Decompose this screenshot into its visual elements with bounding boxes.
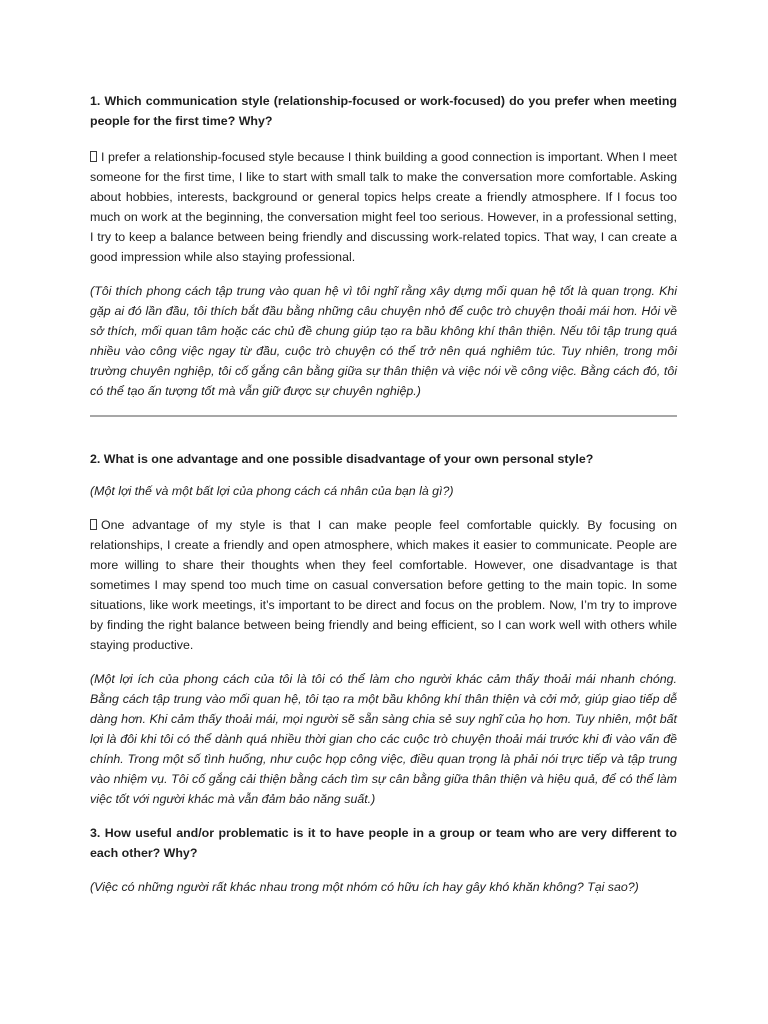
question-3: 3. How useful and/or problematic is it to have people in a group or team who are very different to each other? Why? bbox=[90, 826, 677, 860]
question-1: 1. Which communication style (relationship-focused or work-focused) do you prefer when meeting people for the first time? Why? bbox=[90, 94, 677, 128]
section-divider bbox=[90, 415, 677, 417]
answer-marker-icon bbox=[90, 151, 97, 162]
answer-2 bbox=[90, 515, 677, 655]
question-2: 2. What is one advantage and one possible disadvantage of your own personal style? bbox=[90, 452, 594, 466]
question-2-translation: (Một lợi thế và một bất lợi của phong cách cá nhân của bạn là gì?) bbox=[90, 484, 454, 498]
answer-2-text: One advantage of my style is that I can make people feel comfortable quickly. By focusing on relationships, I create a friendly and open atmosphere, which makes it easier to communicate. People are more willing to share their thoughts when they feel comfortable. However, one disadvantage is that sometimes I may spend too much time on casual conversation before getting to the main topic. In some situations, like work meetings, it’s important to be direct and focus on the problem. Now, I’m try to improve by finding the right balance between being friendly and being efficient, so I can work well with others while staying productive. bbox=[90, 518, 677, 652]
answer-1-text: I prefer a relationship-focused style because I think building a good connection is important. When I meet someone for the first time, I like to start with small talk to make the conversation more comfortable. Asking about hobbies, interests, background or general topics helps create a friendly atmosphere. If I focus too much on work at the beginning, the conversation might feel too serious. However, in a professional setting, I try to keep a balance between being friendly and discussing work-related topics. That way, I can create a good impression while also staying professional. bbox=[90, 150, 677, 264]
answer-marker-icon bbox=[90, 519, 97, 530]
answer-1-translation: (Tôi thích phong cách tập trung vào quan hệ vì tôi nghĩ rằng xây dựng mối quan hệ tốt là quan trọng. Khi gặp ai đó lần đầu, tôi thích bắt đầu bằng những câu chuyện nhỏ để cuộc trò chuyện thoải mái hơn. Hỏi về sở thích, mối quan tâm hoặc các chủ đề chung giúp tạo ra bầu không khí thân thiện. Nếu tôi tập trung quá nhiều vào công việc ngay từ đầu, cuộc trò chuyện có thể trở nên quá nghiêm túc. Tuy nhiên, trong môi trường chuyên nghiệp, tôi cố gắng cân bằng giữa sự thân thiện và việc nói về công việc. Bằng cách đó, tôi có thể tạo ấn tượng tốt mà vẫn giữ được sự chuyên nghiệp.) bbox=[90, 284, 677, 398]
answer-2-translation: (Một lợi ích của phong cách của tôi là tôi có thể làm cho người khác cảm thấy thoải mái nhanh chóng. Bằng cách tập trung vào mối quan hệ, tôi tạo ra một bầu không khí thân thiện và cởi mở, giúp giao tiếp dễ dàng hơn. Khi cảm thấy thoải mái, mọi người sẽ sẵn sàng chia sẻ suy nghĩ của họ hơn. Tuy nhiên, một bất lợi là đôi khi tôi có thể dành quá nhiều thời gian cho các cuộc trò chuyện thoải mái trước khi đi vào vấn đề chính. Trong một số tình huống, như cuộc họp công việc, điều quan trọng là phải nói trực tiếp và tập trung vào nhiệm vụ. Tôi cố gắng cải thiện bằng cách tìm sự cân bằng giữa thân thiện và hiệu quả, để có thể làm việc tốt với người khác mà vẫn đảm bảo năng suất.) bbox=[90, 672, 677, 806]
answer-1 bbox=[90, 147, 677, 267]
document-page bbox=[90, 91, 677, 897]
question-3-translation: (Việc có những người rất khác nhau trong một nhóm có hữu ích hay gây khó khăn không? Tại sao?) bbox=[90, 880, 639, 894]
